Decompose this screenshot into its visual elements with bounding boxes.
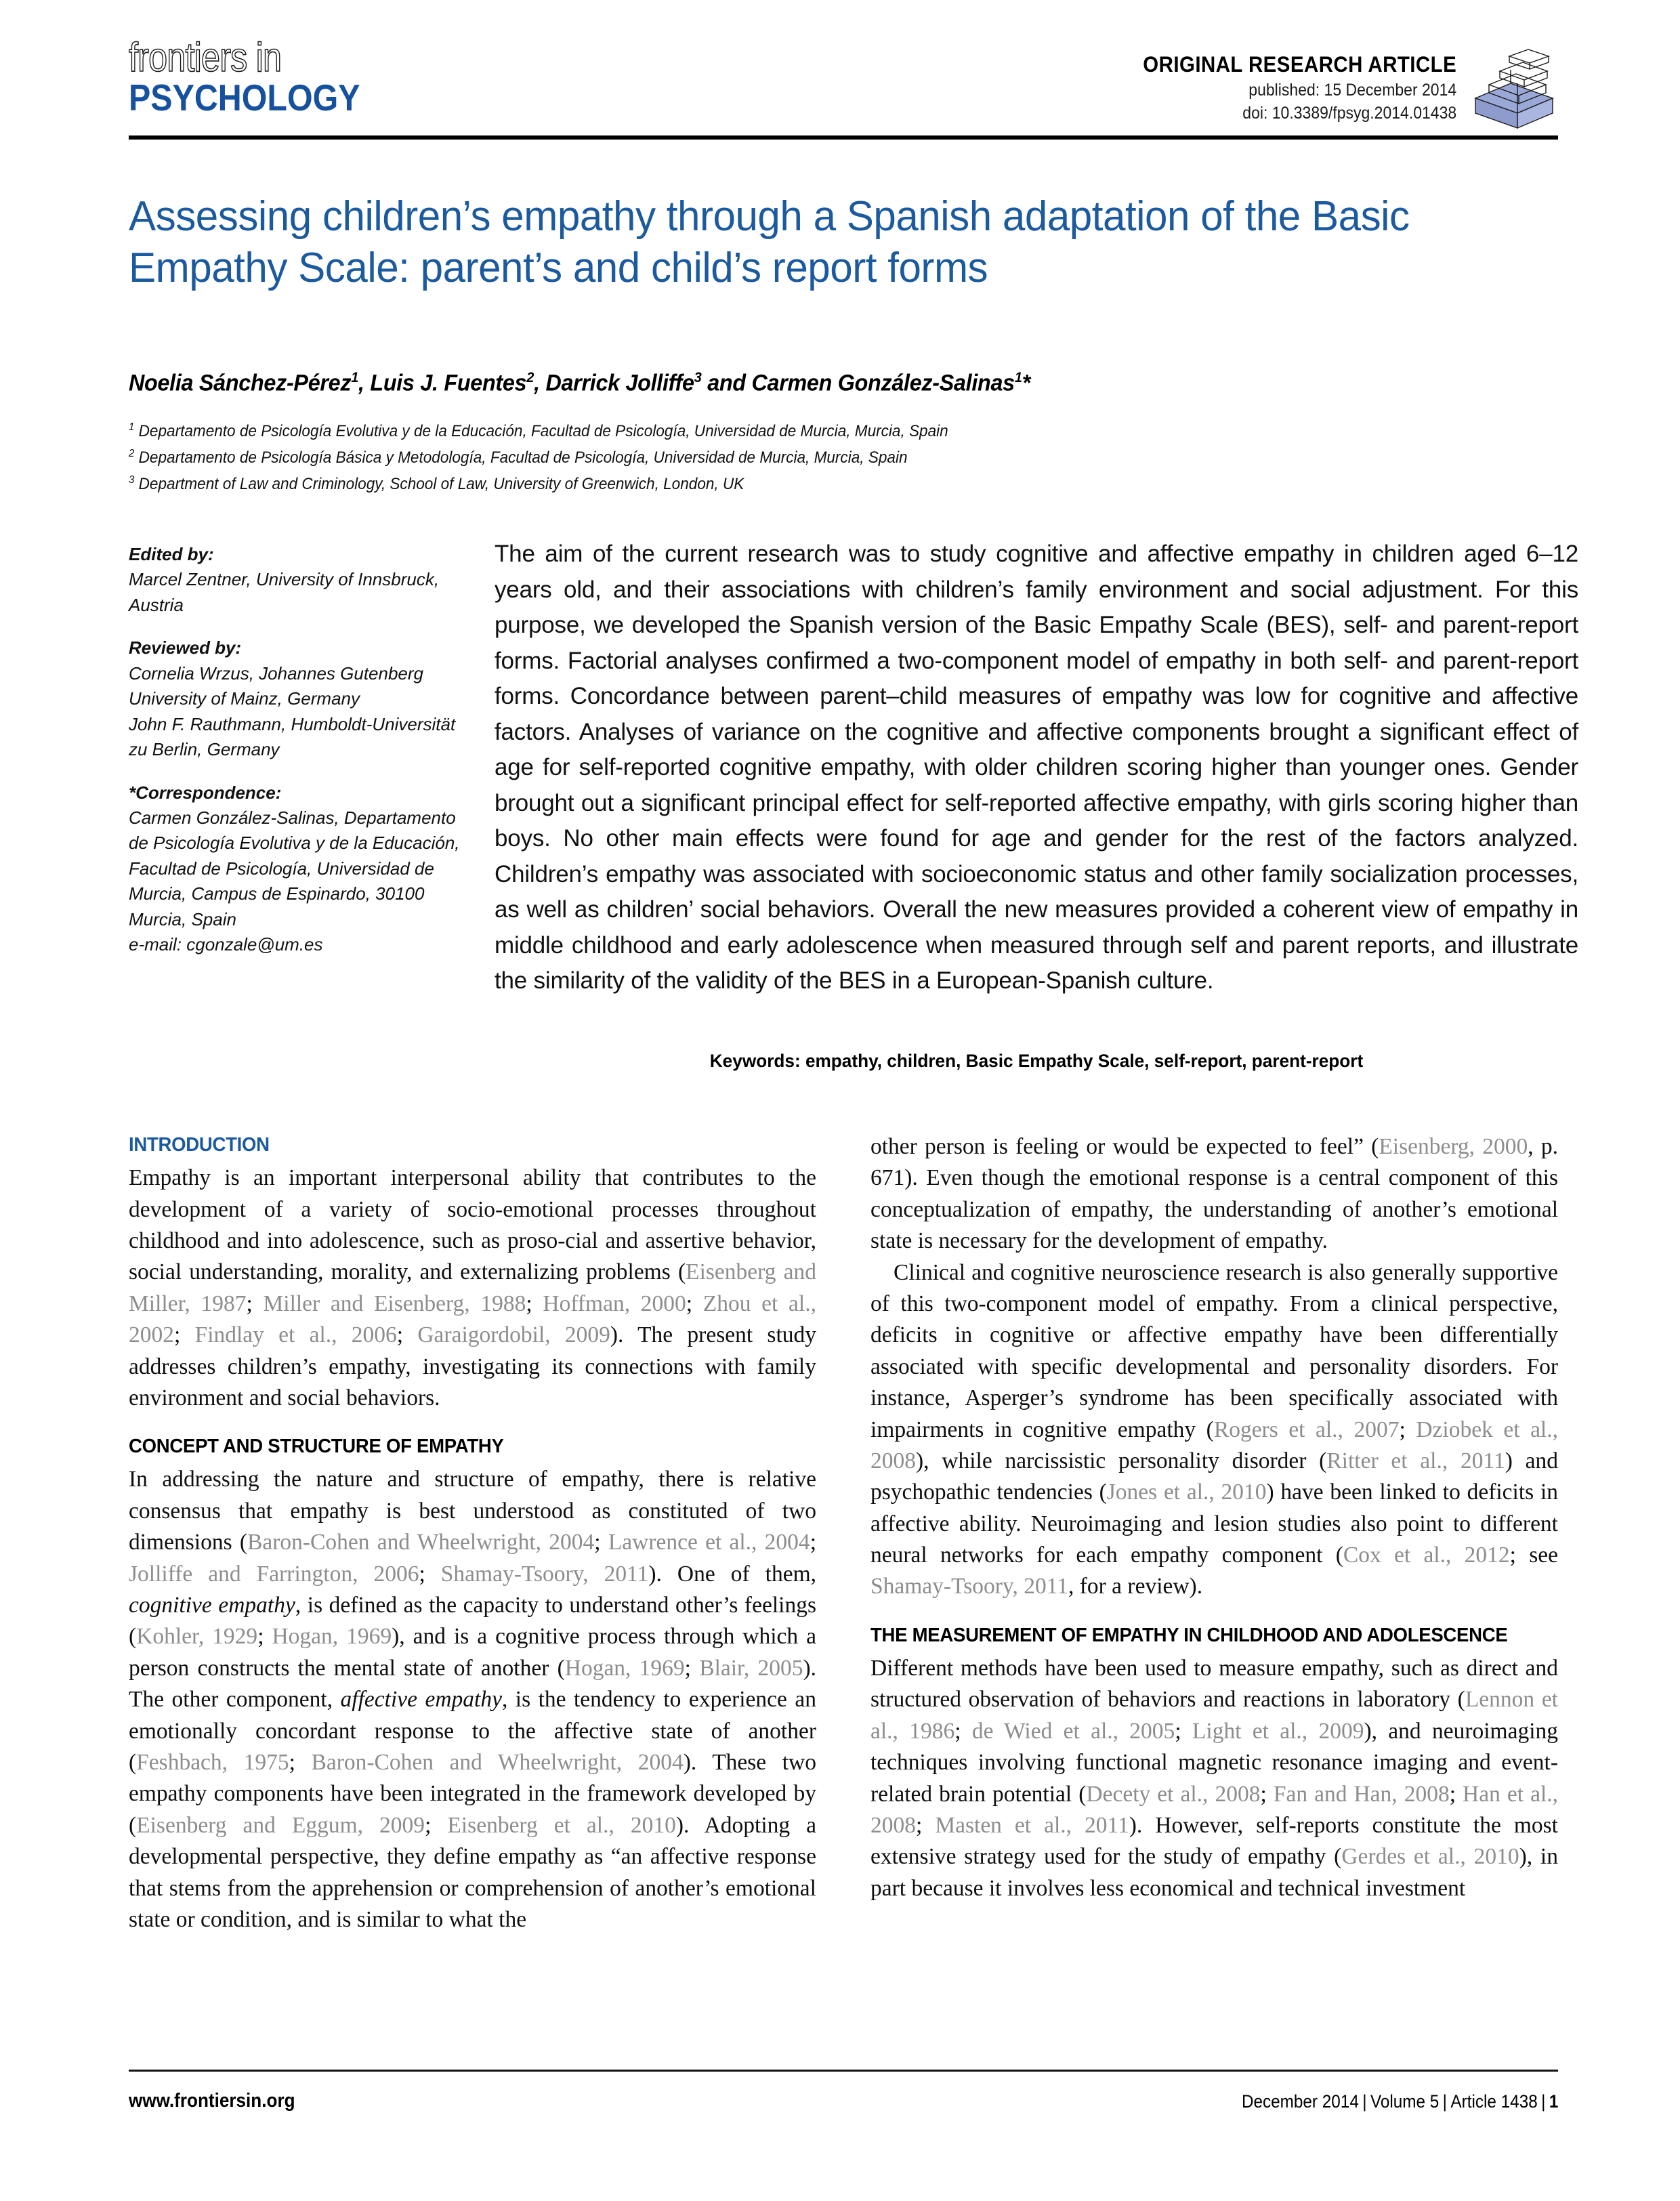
section-heading-introduction: INTRODUCTION <box>129 1134 270 1156</box>
doi-text: doi: 10.3389/fpsyg.2014.01438 <box>1242 104 1456 123</box>
footer-sep-3: | <box>1540 2091 1546 2112</box>
article-type-label: ORIGINAL RESEARCH ARTICLE <box>1143 52 1456 77</box>
edited-by-value: Marcel Zentner, University of Innsbruck, Austria <box>129 569 440 615</box>
affiliation-item-2: $^2$ Departamento de Psicología Básica y Metodología, Facultad de Psicología, Universidad de Murcia, Murcia, Spain <box>129 447 908 467</box>
frontiers-logo <box>129 37 392 117</box>
section-heading-concept: CONCEPT AND STRUCTURE OF EMPATHY <box>129 1435 504 1458</box>
reviewed-by-label: Reviewed by: <box>129 637 242 658</box>
edited-by-label: Edited by: <box>129 544 214 564</box>
footer-article: Article 1438 <box>1450 2091 1538 2112</box>
footer-citation-info <box>1242 2091 1558 2112</box>
footer-sep-1: | <box>1362 2091 1367 2112</box>
footer-divider <box>129 2070 1558 2072</box>
paragraph-right-1: other person is feeling or would be expected to feel” (Eisenberg, 2000, p. 671). Even though the emotional response is a central component of this conceptualization of empathy, the understanding of another’s emotional state is necessary for the development of empathy. <box>870 1134 1559 1254</box>
reviewed-by-value: Cornelia Wrzus, Johannes Gutenberg University of Mainz, Germany John F. Rauthmann, Humboldt-Universität zu Berlin, Germany <box>129 663 456 760</box>
header-divider <box>129 135 1558 140</box>
affiliation-item-1: $^1$ Departamento de Psicología Evolutiva y de la Educación, Facultad de Psicología, Universidad de Murcia, Murcia, Spain <box>129 421 948 440</box>
footer-volume: Volume 5 <box>1370 2091 1439 2112</box>
published-date: published: 15 December 2014 <box>1248 81 1456 100</box>
body-column-left <box>129 1131 816 1935</box>
affiliation-item-3: $^3$ Department of Law and Criminology, School of Law, University of Greenwich, London, UK <box>129 474 744 493</box>
paragraph-right-3: Different methods have been used to measure empathy, such as direct and structured observation of behaviors and reactions in laboratory (Lennon et al., 1986; de Wied et al., 2005; Light et al., 2009), and neuroimaging techniques involving functional magnetic resonance imaging and event-related brain potential (Decety et al., 2008; Fan and Han, 2008; Han et al., 2008; Masten et al., 2011). However, self-reports constitute the most extensive strategy used for the study of empathy (Gerdes et al., 2010), in part because it involves less economical and technical investment <box>870 1656 1559 1901</box>
paragraph-intro-1: Empathy is an important interpersonal ability that contributes to the development of a variety of socio-emotional processes throughout childhood and into adolescence, such as proso-cial and assertive behavior, social understanding, morality, and externalizing problems (Eisenberg and Miller, 1987; Miller and Eisenberg, 1988; Hoffman, 2000; Zhou et al., 2002; Findlay et al., 2006; Garaigordobil, 2009). The present study addresses children’s empathy, investigating its connections with family environment and social behaviors. <box>129 1165 817 1410</box>
paragraph-right-2: Clinical and cognitive neuroscience research is also generally supportive of this two-component model of empathy. From a clinical perspective, deficits in cognitive or affective empathy have been differentially associated with specific developmental and personality disorders. For instance, Asperger’s syndrome has been specifically associated with impairments in cognitive empathy (Rogers et al., 2007; Dziobek et al., 2008), while narcissistic personality disorder (Ritter et al., 2011) and psychopathic tendencies (Jones et al., 2010) have been linked to deficits in affective ability. Neuroimaging and lesion studies also point to different neural networks for each empathy component (Cox et al., 2012; see Shamay-Tsoory, 2011, for a review). <box>870 1259 1558 1599</box>
footer-date: December 2014 <box>1241 2091 1359 2112</box>
section-heading-measurement: THE MEASUREMENT OF EMPATHY IN CHILDHOOD AND ADOLESCENCE <box>870 1624 1508 1646</box>
footer-website-link[interactable]: www.frontiersin.org <box>129 2090 295 2112</box>
page-title: Assessing children’s empathy through a Spanish adaptation of the Basic Empathy Scale: parent’s and child’s report forms <box>129 192 1410 291</box>
author-list: Noelia Sánchez-Pérez$^1$, Luis J. Fuentes$^2$, Darrick Jolliffe$^3$ and Carmen González-Salinas$^1$* <box>129 370 1030 396</box>
correspondence-label: *Correspondence: <box>129 782 282 803</box>
correspondence-value: Carmen González-Salinas, Departamento de Psicología Evolutiva y de la Educación, Facultad de Psicología, Universidad de Murcia, Campus de Espinardo, 30100 Murcia, Spain e-mail: cgonzale@um.es <box>129 807 460 955</box>
affiliation-list <box>129 419 1466 498</box>
article-meta <box>1116 52 1456 123</box>
footer-page-number: 1 <box>1549 2091 1558 2112</box>
page-footer <box>129 2090 1558 2124</box>
stacked-cubes-icon <box>1470 45 1558 130</box>
abstract-text: The aim of the current research was to study cognitive and affective empathy in children aged 6–12 years old, and their associations with children’s family environment and social adjustment. For this purpose, we developed the Spanish version of the Basic Empathy Scale (BES), self- and parent-report forms. Factorial analyses confirmed a two-component model of empathy in both self- and parent-report forms. Concordance between parent–child measures of empathy was low for cognitive and affective factors. Analyses of variance on the cognitive and affective components brought a significant effect of age for self-reported cognitive empathy, with older children scoring higher than younger ones. Gender brought out a significant principal effect for self-reported affective empathy, with girls scoring higher than boys. No other main effects were found for age and gender for the rest of the factors analyzed. Children’s empathy was associated with socioeconomic status and other family socialization processes, as well as children’ social behaviors. Overall the new measures provided a coherent view of empathy in middle childhood and early adolescence when measured through self and parent reports, and illustrate the similarity of the validity of the BES in a European-Spanish culture. <box>495 541 1578 994</box>
editorial-sidebar <box>129 542 461 958</box>
footer-sep-2: | <box>1442 2091 1447 2112</box>
keywords-line: Keywords: empathy, children, Basic Empathy Scale, self-report, parent-report <box>709 1051 1364 1071</box>
logo-frontiers-in-text: frontiers in <box>129 35 282 80</box>
logo-psychology-text: PSYCHOLOGY <box>129 77 360 119</box>
paragraph-concept-1: In addressing the nature and structure of empathy, there is relative consensus that empathy is best understood as constituted of two dimensions (Baron-Cohen and Wheelwright, 2004; Lawrence et al., 2004; Jolliffe and Farrington, 2006; Shamay-Tsoory, 2011). One of them, cognitive empathy, is defined as the capacity to understand other’s feelings (Kohler, 1929; Hogan, 1969), and is a cognitive process through which a person constructs the mental state of another (Hogan, 1969; Blair, 2005). The other component, affective empathy, is the tendency to experience an emotionally concordant response to the affective state of another (Feshbach, 1975; Baron-Cohen and Wheelwright, 2004). These two empathy components have been integrated in the framework developed by (Eisenberg and Eggum, 2009; Eisenberg et al., 2010). Adopting a developmental perspective, they define empathy as “an affective response that stems from the apprehension or comprehension of another’s emotional state or condition, and is similar to what the <box>129 1467 817 1932</box>
journal-header <box>129 37 1558 129</box>
body-column-right <box>870 1131 1558 1904</box>
